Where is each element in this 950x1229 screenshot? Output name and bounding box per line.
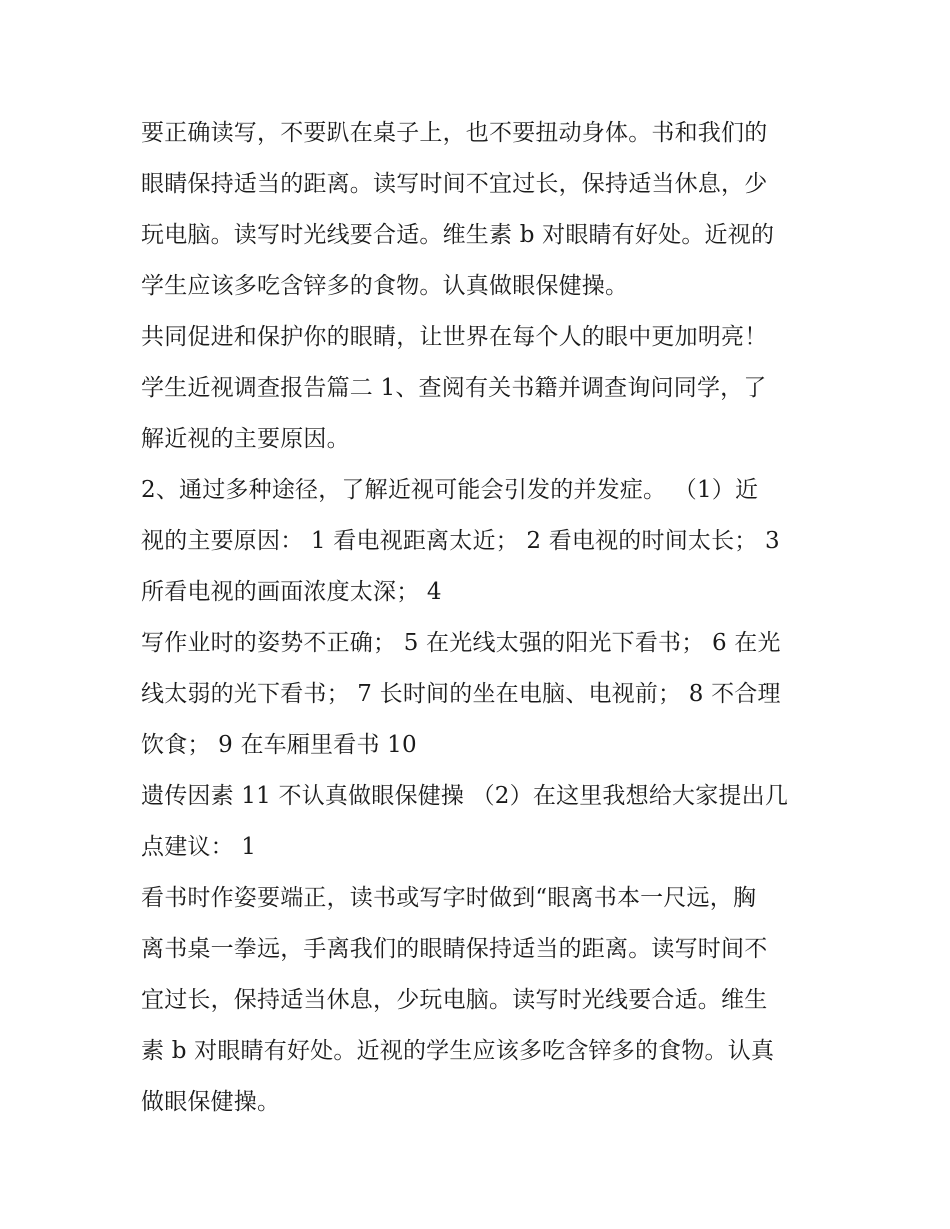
text-line: 遗传因素 11 不认真做眼保健操 （2）在这里我想给大家提出几 — [141, 783, 789, 809]
text-line: 看书时作姿要端正，读书或写字时做到“眼离书本一尺远，胸 — [141, 885, 757, 911]
text-line: 眼睛保持适当的距离。读写时间不宜过长，保持适当休息，少 — [141, 171, 768, 197]
text-line: 玩电脑。读写时光线要合适。维生素 b 对眼睛有好处。近视的 — [141, 222, 775, 248]
text-line: 做眼保健操。 — [141, 1089, 281, 1115]
text-line: 写作业时的姿势不正确； 5 在光线太强的阳光下看书； 6 在光 — [141, 630, 781, 656]
text-line: 2、通过多种途径，了解近视可能会引发的并发症。 （1）近 — [141, 477, 759, 503]
text-line: 点建议： 1 — [141, 834, 257, 860]
text-line: 饮食； 9 在车厢里看书 10 — [141, 732, 417, 758]
text-line: 学生近视调查报告篇二 1、查阅有关书籍并调查询问同学，了 — [141, 375, 767, 401]
text-line: 宜过长，保持适当休息，少玩电脑。读写时光线要合适。维生 — [141, 987, 768, 1013]
text-line: 素 b 对眼睛有好处。近视的学生应该多吃含锌多的食物。认真 — [141, 1038, 775, 1064]
text-line: 共同促进和保护你的眼睛，让世界在每个人的眼中更加明亮！ — [141, 324, 768, 350]
document-body — [141, 108, 821, 1128]
text-line: 离书桌一拳远，手离我们的眼睛保持适当的距离。读写时间不 — [141, 936, 768, 962]
text-line: 解近视的主要原因。 — [141, 426, 350, 452]
text-line: 视的主要原因： 1 看电视距离太近； 2 看电视的时间太长； 3 — [141, 528, 780, 554]
text-line: 学生应该多吃含锌多的食物。认真做眼保健操。 — [141, 273, 629, 299]
text-line: 线太弱的光下看书； 7 长时间的坐在电脑、电视前； 8 不合理 — [141, 681, 781, 707]
text-line: 要正确读写，不要趴在桌子上，也不要扭动身体。书和我们的 — [141, 120, 768, 146]
text-line: 所看电视的画面浓度太深； 4 — [141, 579, 442, 605]
